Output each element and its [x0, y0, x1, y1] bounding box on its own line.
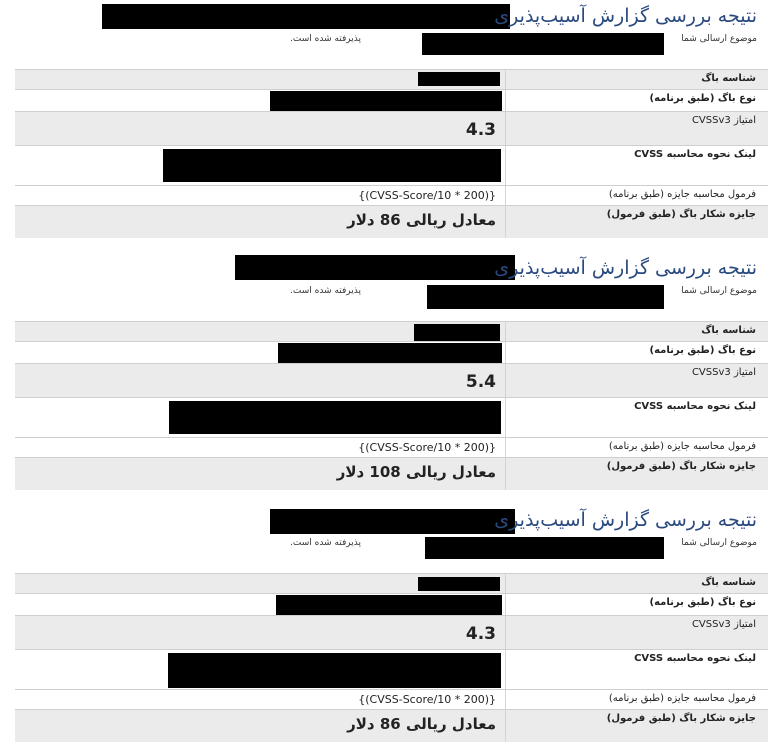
label-reward: جایزه شکار باگ (طبق فرمول)	[606, 713, 756, 724]
cvss-score-value: 4.3	[465, 120, 496, 140]
label-cvss-link: لینک نحوه محاسبه CVSS	[634, 653, 756, 664]
label-reward: جایزه شکار باگ (طبق فرمول)	[606, 209, 756, 220]
subject-suffix: پذیرفته شده است.	[290, 538, 361, 548]
redacted-bug-type	[270, 91, 502, 111]
subject-label: موضوع ارسالی شما	[681, 34, 757, 44]
row-cvss-score	[15, 111, 768, 145]
row-cvss-link	[15, 397, 768, 437]
cvss-score-value: 5.4	[465, 372, 496, 392]
label-bug-type: نوع باگ (طبق برنامه)	[649, 597, 756, 608]
redacted-cvss-link	[168, 653, 501, 688]
row-reward-formula	[15, 185, 768, 205]
label-cvss-link: لینک نحوه محاسبه CVSS	[634, 149, 756, 160]
redacted-cvss-link	[169, 401, 501, 434]
reward-value: معادل ریالی 108 دلار	[336, 463, 496, 481]
redacted-bug-id	[414, 324, 500, 341]
reward-formula-value: {(CVSS-Score/10 * 200)}	[358, 189, 496, 202]
label-cvss-score: امتیاز CVSSv3	[691, 619, 756, 630]
row-reward	[15, 709, 768, 742]
redacted-subject	[427, 285, 664, 309]
label-cvss-score: امتیاز CVSSv3	[691, 115, 756, 126]
label-bug-type: نوع باگ (طبق برنامه)	[649, 345, 756, 356]
redacted-subject	[425, 537, 664, 559]
row-reward-formula	[15, 689, 768, 709]
redacted-bug-id	[418, 72, 500, 86]
report-title: نتیجه بررسی گزارش آسیب‌پذیری	[494, 5, 757, 27]
row-reward-formula	[15, 437, 768, 457]
cvss-score-value: 4.3	[465, 624, 496, 644]
label-bug-id: شناسه باگ	[701, 73, 756, 84]
report-card-2	[0, 252, 769, 502]
reward-formula-value: {(CVSS-Score/10 * 200)}	[358, 693, 496, 706]
redacted-bug-type	[278, 343, 502, 363]
label-cvss-link: لینک نحوه محاسبه CVSS	[634, 401, 756, 412]
label-reward: جایزه شکار باگ (طبق فرمول)	[606, 461, 756, 472]
row-cvss-link	[15, 649, 768, 689]
redacted-title-block	[270, 509, 515, 534]
label-reward-formula: فرمول محاسبه جایزه (طبق برنامه)	[608, 441, 756, 452]
subject-suffix: پذیرفته شده است.	[290, 286, 361, 296]
redacted-subject	[422, 33, 664, 55]
row-reward	[15, 205, 768, 238]
subject-suffix: پذیرفته شده است.	[290, 34, 361, 44]
subject-label: موضوع ارسالی شما	[681, 538, 757, 548]
reward-value: معادل ریالی 86 دلار	[347, 715, 496, 733]
report-card-3	[0, 504, 769, 754]
row-bug-id	[15, 69, 768, 89]
row-reward	[15, 457, 768, 490]
row-bug-type	[15, 593, 768, 615]
report-title: نتیجه بررسی گزارش آسیب‌پذیری	[494, 257, 757, 279]
redacted-bug-id	[418, 577, 500, 591]
subject-label: موضوع ارسالی شما	[681, 286, 757, 296]
label-bug-id: شناسه باگ	[701, 325, 756, 336]
row-cvss-link	[15, 145, 768, 185]
reward-value: معادل ریالی 86 دلار	[347, 211, 496, 229]
label-bug-id: شناسه باگ	[701, 577, 756, 588]
row-cvss-score	[15, 363, 768, 397]
label-bug-type: نوع باگ (طبق برنامه)	[649, 93, 756, 104]
row-bug-id	[15, 573, 768, 593]
row-bug-type	[15, 89, 768, 111]
redacted-cvss-link	[163, 149, 501, 182]
row-bug-type	[15, 341, 768, 363]
row-bug-id	[15, 321, 768, 341]
redacted-bug-type	[276, 595, 502, 615]
redacted-title-block	[235, 255, 515, 280]
report-card-1	[0, 0, 769, 250]
reward-formula-value: {(CVSS-Score/10 * 200)}	[358, 441, 496, 454]
label-cvss-score: امتیاز CVSSv3	[691, 367, 756, 378]
label-reward-formula: فرمول محاسبه جایزه (طبق برنامه)	[608, 189, 756, 200]
row-cvss-score	[15, 615, 768, 649]
redacted-title-block	[102, 4, 510, 29]
report-title: نتیجه بررسی گزارش آسیب‌پذیری	[494, 509, 757, 531]
label-reward-formula: فرمول محاسبه جایزه (طبق برنامه)	[608, 693, 756, 704]
